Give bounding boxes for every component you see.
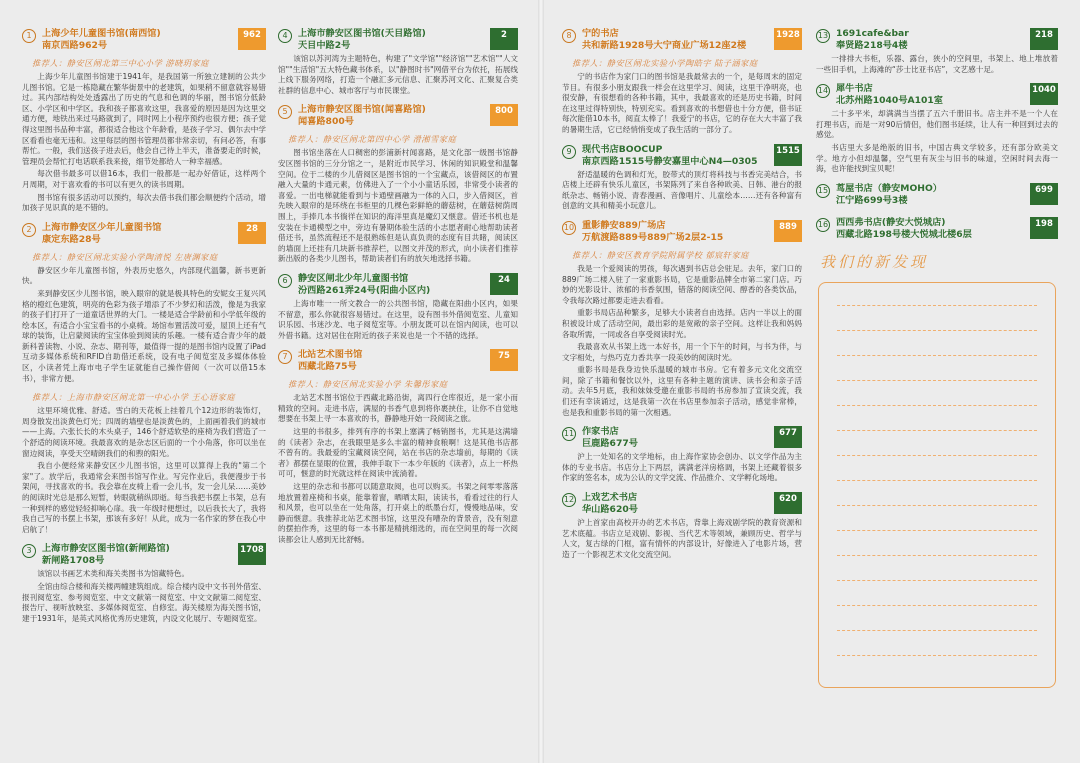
entry-number: 16 [816, 218, 830, 232]
library-address: 汾西路261弄24号(阳曲小区内) [298, 284, 431, 296]
badge-number: 620 [779, 494, 797, 505]
note-line [837, 355, 1037, 356]
library-name: 重影静安889广场店 [582, 219, 666, 231]
recommender-line: 推荐人：静安区闸北第四中心学 滑湘雪家庭 [288, 134, 457, 145]
entry-header [22, 543, 266, 569]
library-entry [816, 83, 1058, 175]
entry-header [22, 222, 266, 248]
note-line [837, 380, 1037, 381]
recommender-line: 推荐人：静安区闸北实验小学陶皓宇 陆子涵家庭 [572, 58, 758, 68]
entry-header [278, 349, 518, 375]
library-name: 西西弗书店(静安大悦城店) [836, 216, 946, 228]
library-name: 1691cafe&bar [836, 28, 909, 39]
note-line [837, 430, 1037, 431]
entry-title-block [298, 273, 486, 297]
library-address: 巨鹿路677号 [582, 438, 638, 450]
description-paragraph: 这里的杂志和书都可以随意取阅，也可以购买。书架之间零零落落地放置着座椅和书桌，能靠着窗，晒晒太阳，读读书，看看过往的行人和风景，也可以坐在一处角落，打开桌上的纸墨台灯，慢慢地品味，安静而惬意。我推荐北站艺术图书馆，这里没有嘈杂的背景音，没有刻意的摆拍作秀，这里的每一本书都是精挑细选的，而在空间里的每一次阅读都会让人感到无比舒畅。 [278, 482, 518, 544]
badge-number: 1708 [240, 545, 264, 556]
description-paragraph: 重影书局是我身边快乐温暖的城市书房。它有着多元文化交流空间，除了书籍和餐饮以外，这里有各种主题的演讲、读书会和亲子活动。去年5月底，我和妹妹受邀在重影书局的书房参加了宣读交流，我们还有幸读诵过，这是我第一次在书店里参加亲子活动，感觉非常棒，也是我和重影书局的第一次相遇。 [562, 365, 802, 417]
badge-number: 75 [498, 351, 510, 362]
badge-number: 1515 [776, 145, 800, 156]
entry-number: 9 [562, 145, 576, 159]
note-line [837, 455, 1037, 456]
library-address: 西藏北路198号楼大悦城北楼6层 [836, 228, 972, 240]
library-name: 上海市静安区图书馆(新闸路馆) [42, 543, 170, 555]
entry-title-block [42, 222, 234, 246]
library-address: 南京西路962号 [42, 40, 108, 51]
library-address: 奉贤路218号4楼 [836, 40, 908, 51]
library-address: 华山路620号 [582, 504, 638, 516]
entry-number: 6 [278, 274, 292, 288]
library-name: 上海市静安区少年儿童图书馆 [42, 221, 162, 233]
description-paragraph: 我自小便经常来静安区少儿图书馆，这里可以算得上我的"第二个家"了。放学后，我通常会来图书馆写作业。写完作业后，我便漫步于书架间，寻找喜欢的书。我会靠在皮椅上看一会儿书，发一会儿呆……美妙的阅读时光总是那么短暂，转眼就稍纵即逝。每当我把书摆上书架，总有一种到样的感觉轻轻抑响心扉。我一年级时便想过，以后我长大了，我将我自己写的书摆上书架，那该有多好！从此，成为一名作家的梦在我心中启航了！ [22, 461, 266, 534]
description-paragraph: 每次借书最多可以借16本，我们一般都是一起办好借证，这样两个月周期，对于喜欢看的书可以有更久的读书周期。 [22, 169, 266, 189]
note-line [837, 555, 1037, 556]
entry-number: 4 [278, 29, 292, 43]
library-name: 作家书店 [582, 426, 619, 438]
library-entry [22, 392, 266, 535]
note-line [837, 580, 1037, 581]
entry-number: 7 [278, 350, 292, 364]
entry-number: 14 [816, 84, 830, 98]
entry-header [816, 83, 1058, 109]
library-address: 新闸路1708号 [42, 555, 105, 567]
entry-number: 15 [816, 184, 830, 198]
entry-title-block [836, 28, 1026, 52]
address-number-badge [774, 28, 802, 50]
column-4 [816, 28, 1058, 758]
entry-header [562, 144, 802, 170]
description-paragraph: 这里的书很多，排列有序的书架上塞满了畅销图书，尤其是这满墙的《读者》杂志，在我眼里是多么丰富的精神食粮啊！这是其他书店都不曾有的。我最爱的宝藏阅读空间，站在书店的杂志墙前，每期的《读者》都摆在显眼的位置，我伸手取下一本少年版的《读者》，点上一杯热可可，惬意的时光就这样在阅读中流淌着。 [278, 427, 518, 479]
new-discoveries-title: 我们的新发现 [820, 252, 929, 271]
address-number-badge [490, 273, 518, 295]
entry-header [562, 220, 802, 246]
entry-number: 8 [562, 29, 576, 43]
library-name: 上戏艺术书店 [582, 492, 638, 504]
badge-number: 699 [1035, 184, 1053, 195]
entry-number: 5 [278, 105, 292, 119]
description-paragraph: 重影书局店品种繁多，足够大小读者自由选择。店内一半以上的面积被设计成了活动空间，最出彩的是宽敞的亲子空间。这样让我和妈妈各取所需，一同或各自享受阅读时光。 [562, 308, 802, 339]
description-paragraph: 全馆由综合楼和海关楼两幢建筑组成。综合楼内设中文书刊外借室、报刊阅览室、参考阅览室、中文文献第一阅览室、中文文献第二阅览室、报告厅、视听放映室、多媒体阅览室、自修室。海关楼原为海关图书馆，建于1931年，是英式风格优秀历史建筑，内设文化展厅、专题阅览室。 [22, 581, 266, 623]
entry-title-block [582, 220, 770, 244]
column-3 [562, 28, 802, 758]
badge-number: 677 [779, 428, 797, 439]
note-line [837, 505, 1037, 506]
address-number-badge [1030, 83, 1058, 105]
description-paragraph: 这里环境优雅、舒适。雪白的天花板上挂着几个12边形的装饰灯，周身散发出淡黄色灯光；四周的墙壁也是淡黄色的，上面画着我们的城市——上海。六张长长的木头桌子，146个舒适软垫的座椅为我们营造了一个舒适的阅读环境。我最喜欢的是杂志区后面的一个小角落，你可以坐在窗边阅读，享受天空晴朗我们的和煦的阳光。 [22, 406, 266, 458]
note-line [837, 480, 1037, 481]
entry-header [278, 273, 518, 299]
description-paragraph: 一排排大书柜，乐器、露台，狭小的空间里，书架上、地上堆放着一些旧手机，上海滩的“莎士比亚书店”，文艺感十足。 [816, 54, 1058, 74]
entry-number: 3 [22, 544, 36, 558]
address-number-badge [774, 220, 802, 242]
address-number-badge [1030, 217, 1058, 239]
entry-number: 13 [816, 29, 830, 43]
description-paragraph: 我最喜欢从书架上选一本好书，用一个下午的时间，与书为伴，与文字相处，与热巧克力香共享一段美妙的阅读时光。 [562, 342, 802, 362]
library-address: 南京西路1515号静安嘉里中心N4—0305 [582, 155, 758, 167]
library-entry [562, 426, 802, 484]
entry-header [816, 183, 1058, 209]
description-paragraph: 上海市唯一一所文教合一的公共图书馆，隐藏在阳曲小区内，如果不留意，那么你就很容易错过。在这里，设有图书外借阅览室、儿童知识乐园、书迷沙龙、电子阅览室等。小朋友既可以在馆内阅读，也可以外借书籍。这对居住在附近的孩子来说也是一个不错的选择。 [278, 298, 518, 340]
address-number-badge [238, 222, 266, 244]
description-paragraph: 舒适温暖的色调和灯光，胶带式的顶灯将科技与书香完美结合，书店楼上还辟有快乐儿童区，书架陈列了来自各种欧美、日韩、港台的报纸杂志、畅销小说、青春漫画、音像唱片、儿童绘本……还有各种富有创意的文具和精美小玩意儿。 [562, 169, 802, 211]
badge-number: 1040 [1032, 85, 1056, 96]
library-entry [278, 104, 518, 265]
description-paragraph: 该馆以苏河湾为主题特色，构建了"文学馆""经济馆""艺术馆""人文馆""生活馆"五大特色藏书体系，以"静图时书"网借平台为依托，拓展线上线下服务网络，打造一个融汇多元信息、汇聚苏河文化、汇聚复合类社群的信息中心、城市客厅与市民课堂。 [278, 54, 518, 95]
address-number-badge [774, 492, 802, 514]
recommender-line: 推荐人：静安区闸北实验小学 朱馨彤家庭 [288, 379, 448, 390]
note-line [837, 305, 1037, 306]
column-1 [22, 28, 266, 758]
description-paragraph: 来到静安区少儿图书馆，映入眼帘的就是极具特色的安妮女王复兴风格的橙红色建筑，明亮的色彩为孩子增添了不少梦幻和活泼，像是为我家的孩子们打开了一道童话世界的大门。一楼是适合学龄前和小学低年级的绘本区，有适合小宝宝看书的小桌椅。场馆布置活泼可爱，屋顶上还有气球的装饰，让启蒙阅读的宝宝体验到阅读的乐趣。一楼有适合青少年的最新科普读物、小说、杂志、期刊等，最值得一提的是图书馆内设置了iPad互动多媒体系统和RFID自助借还系统，设有电子阅览室及多媒体体验区，小读者凭上海市电子学生证就能自己操作借阅（一次可以借15本书），非常方便。 [22, 288, 266, 383]
recommender-line: 推荐人：静安区闸北第三中心小学 游晓玥家庭 [32, 58, 209, 68]
entry-title-block [836, 183, 1026, 207]
entry-title-block [836, 217, 1026, 241]
recommender-line: 推荐人：静安区教育学院附属学校 郁宸轩家庭 [572, 249, 749, 260]
library-name: 宁的书店 [582, 28, 619, 39]
entry-title-block [298, 28, 486, 52]
library-entry [816, 28, 1058, 75]
library-address: 天目中路2号 [298, 40, 351, 51]
description-paragraph: 我是一个爱阅读的男孩，每次遇到书店总会驻足。去年，家门口的889广场二楼入驻了一家重影书局，它是重影品牌全市第二家门店。巧妙的光影设计、浓郁的书香氛围，错落的阅读空间、醇香的各类饮品，令我每次路过都要走进去看看。 [562, 263, 802, 305]
library-name: 北站艺术图书馆 [298, 349, 363, 361]
library-name: 现代书店BOOCUP [582, 143, 663, 155]
library-address: 北苏州路1040号A101室 [836, 95, 943, 107]
badge-number: 800 [495, 106, 513, 117]
entry-header [816, 217, 1058, 243]
address-number-badge [774, 144, 802, 166]
notes-box[interactable] [818, 282, 1056, 688]
entry-title-block [298, 104, 486, 128]
recommender-line: 推荐人：上海市静安区闸北第一中心小学 王心语家庭 [32, 392, 235, 403]
library-entry [816, 183, 1058, 209]
entry-header [278, 104, 518, 130]
entry-title-block [836, 83, 1026, 107]
entry-number: 11 [562, 427, 576, 441]
note-line [837, 605, 1037, 606]
badge-number: 1928 [776, 30, 800, 40]
address-number-badge [238, 28, 266, 50]
library-address: 康定东路28号 [42, 233, 101, 245]
entry-header [562, 28, 802, 54]
library-entry [278, 273, 518, 341]
entry-header [562, 492, 802, 518]
address-number-badge [490, 104, 518, 126]
description-paragraph: 沪上一处知名的文学地标，由上海作家协会创办、以文学作品为主体的专业书店。书店分上下两层，满满老洋房格调，书架上还藏着很多作家的签名本，成为公认的文学交流、作品推介、文学孵化场地。 [562, 452, 802, 483]
entry-title-block [42, 543, 234, 567]
library-name: 上海市静安区图书馆(闻喜路馆) [298, 104, 426, 116]
description-paragraph: 上海少年儿童图书馆建于1941年，是我国第一所独立建制的公共少儿图书馆。它是一栋隐藏在繁华街景中的老建筑，如果稍不留意就容易错过。其内部结构处处透露出了历史的气息和色调的华丽，图书馆分低龄区、小学区和中学区。我和孩子都喜欢这里，我喜爱的原因是因为这里交通方便，地铁出来过马路就到了，同时网上小程序预约也很方便；孩子觉得这里图书品种丰富，都很适合他这个年龄看，是孩子学习、偶尔去中学区看看也毫无违和。这里每层的图书管理员都非常亲切，有问必答，有事帮忙。一般，我们送孩子进去后，他会自己待上半天，准备要走的时候，管理员会帮忙打电话联系我来接，细节处都给人一种幸福感。 [22, 72, 266, 166]
center-fold [538, 0, 544, 763]
library-entry [562, 144, 802, 212]
address-number-badge [238, 543, 266, 565]
description-paragraph: 沪上首家由高校开办的艺术书店，背靠上海戏剧学院的教育资源和艺术底蕴。书店立足戏剧、影视、当代艺术等领域，兼顾历史、哲学与人文，复古绿的门框，富有情怀的内部设计，好像进入了电影片场，营造了一个影视艺术文化交流空间。 [562, 518, 802, 559]
address-number-badge [490, 28, 518, 50]
badge-number: 24 [498, 274, 510, 285]
badge-number: 962 [243, 30, 261, 40]
entry-title-block [298, 349, 486, 373]
entry-title-block [582, 426, 770, 450]
address-number-badge [490, 349, 518, 371]
description-paragraph: 图书馆坐落在人口稠密的彭浦新村闻喜路，是文化部一级图书馆静安区图书馆的三分分馆之一，是附近市民学习、休闲的知识殿堂和温馨空间。位于二楼的少儿借阅区是图书馆的一个宝藏点，该借阅区的布置融入大量的卡通元素，仿佛进入了一个小小童话乐园，非常受小读者的喜爱。一出电梯就能看到与卡通壁画融为一体的入口，步入借阅区，首先映入眼帘的是环绕在书柜里的几棵色彩鲜艳的蘑菇树，在蘑菇树荫周围上，手捧几本书徜徉在知识的海洋里真是魔幻又惬意。借还书机也是安装在卡通模型之中，旁边有暑期体验生活的小志愿者耐心地帮助读者借还书，虽然流程还不是很熟练但是认真负责的态度有目共睹，阅读区的墙面上还挂有几块新书推荐栏，以图文并茂的形式，向小读者们推荐新出版的各类少儿图书，帮助读者们有的放矢地选择书籍。 [278, 148, 518, 264]
library-name: 静安区闸北少年儿童图书馆 [298, 272, 409, 284]
library-address: 闻喜路800号 [298, 116, 354, 128]
badge-number: 198 [1035, 218, 1053, 229]
note-line [837, 630, 1037, 631]
entry-header [278, 28, 518, 54]
recommender-line: 推荐人：静安区闸北实验小学陶清悦 左唐渊家庭 [32, 251, 218, 262]
note-line [837, 330, 1037, 331]
address-number-badge [1030, 28, 1058, 50]
note-line [837, 655, 1037, 656]
entry-header [22, 28, 266, 54]
library-entry [22, 543, 266, 624]
note-line [837, 530, 1037, 531]
entry-number: 2 [22, 223, 36, 237]
column-2 [278, 28, 518, 758]
description-paragraph: 二十多平米，却满满当当摆了五六千册旧书。店主并不是一个人在打理书店，而是一对90后情侣，他们图书延续，让人有一种回到过去的感觉。 [816, 109, 1058, 140]
badge-number: 889 [779, 221, 797, 232]
library-address: 共和新路1928号大宁商业广场12座2楼 [582, 40, 747, 51]
library-address: 万航渡路889号889广场2层2-15 [582, 231, 724, 243]
description-paragraph: 书店里大多是绝版的旧书，中国古典文学较多，还有部分欧美文学。地方小但却温馨，空气里有灰尘与旧书的味道，空闲时间去海一海，也许能找到宝贝呢！ [816, 142, 1058, 174]
entry-number: 10 [562, 221, 576, 235]
entry-header [562, 426, 802, 452]
entry-title-block [42, 28, 234, 52]
badge-number: 2 [501, 30, 507, 40]
description-paragraph: 北站艺术图书馆位于西藏北路沿街，离四行仓库很近，是一家小而精致的空间。走进书店，满屋的书香气息到将你裹挟住，让你不自觉地想要在书架上寻一本喜欢的书，静静地开始一段阅读之旅。 [278, 393, 518, 424]
address-number-badge [774, 426, 802, 448]
library-entry [22, 28, 266, 214]
library-entry [562, 220, 802, 418]
library-name: 上海市静安区图书馆(天目路馆) [298, 28, 426, 39]
entry-number: 12 [562, 493, 576, 507]
entry-header [816, 28, 1058, 54]
library-entry [562, 28, 802, 136]
library-name: 茑屋书店（静安MOHO） [836, 182, 942, 194]
description-paragraph: 该馆以书画艺术类和海关类图书为馆藏特色。 [37, 569, 190, 579]
library-name: 犀牛书店 [836, 83, 873, 95]
library-entry [816, 217, 1058, 243]
description-paragraph: 静安区少年儿童图书馆，外表历史悠久，内部现代温馨，新书更新快。 [22, 265, 266, 286]
description-paragraph: 宁的书店作为家门口的图书馆是我最常去的一个，是每周末的固定节目。有很多小朋友跟我一样会在这里学习、阅读，这里干净明亮，也很安静，有很想看的各种书籍，其中，我最喜欢的还是历史书籍，时间在这里过得特别快，特别充实。看到喜欢的书想借也十分方便，借书证每次能借10本书，阅直太棒了！我爱宁的书店，它的存在大大丰富了我的暑期生活，它已经悄悄变成了我生活的一部分了。 [562, 72, 802, 134]
entry-number: 1 [22, 29, 36, 43]
address-number-badge [1030, 183, 1058, 205]
library-entry [562, 492, 802, 560]
library-entry [278, 28, 518, 96]
entry-title-block [582, 144, 770, 168]
library-address: 西藏北路75号 [298, 361, 357, 373]
library-entry [22, 222, 266, 385]
entry-title-block [582, 28, 770, 52]
badge-number: 218 [1035, 30, 1053, 40]
library-entry [278, 349, 518, 545]
library-address: 江宁路699号3楼 [836, 194, 908, 206]
badge-number: 28 [246, 223, 258, 234]
library-name: 上海少年儿童图书馆(南西馆) [42, 28, 161, 39]
note-line [837, 405, 1037, 406]
entry-title-block [582, 492, 770, 516]
description-paragraph: 图书馆有很多活动可以预约，每次去借书我们都会顺便约个活动，增加孩子见识真的是不错的。 [22, 192, 266, 213]
